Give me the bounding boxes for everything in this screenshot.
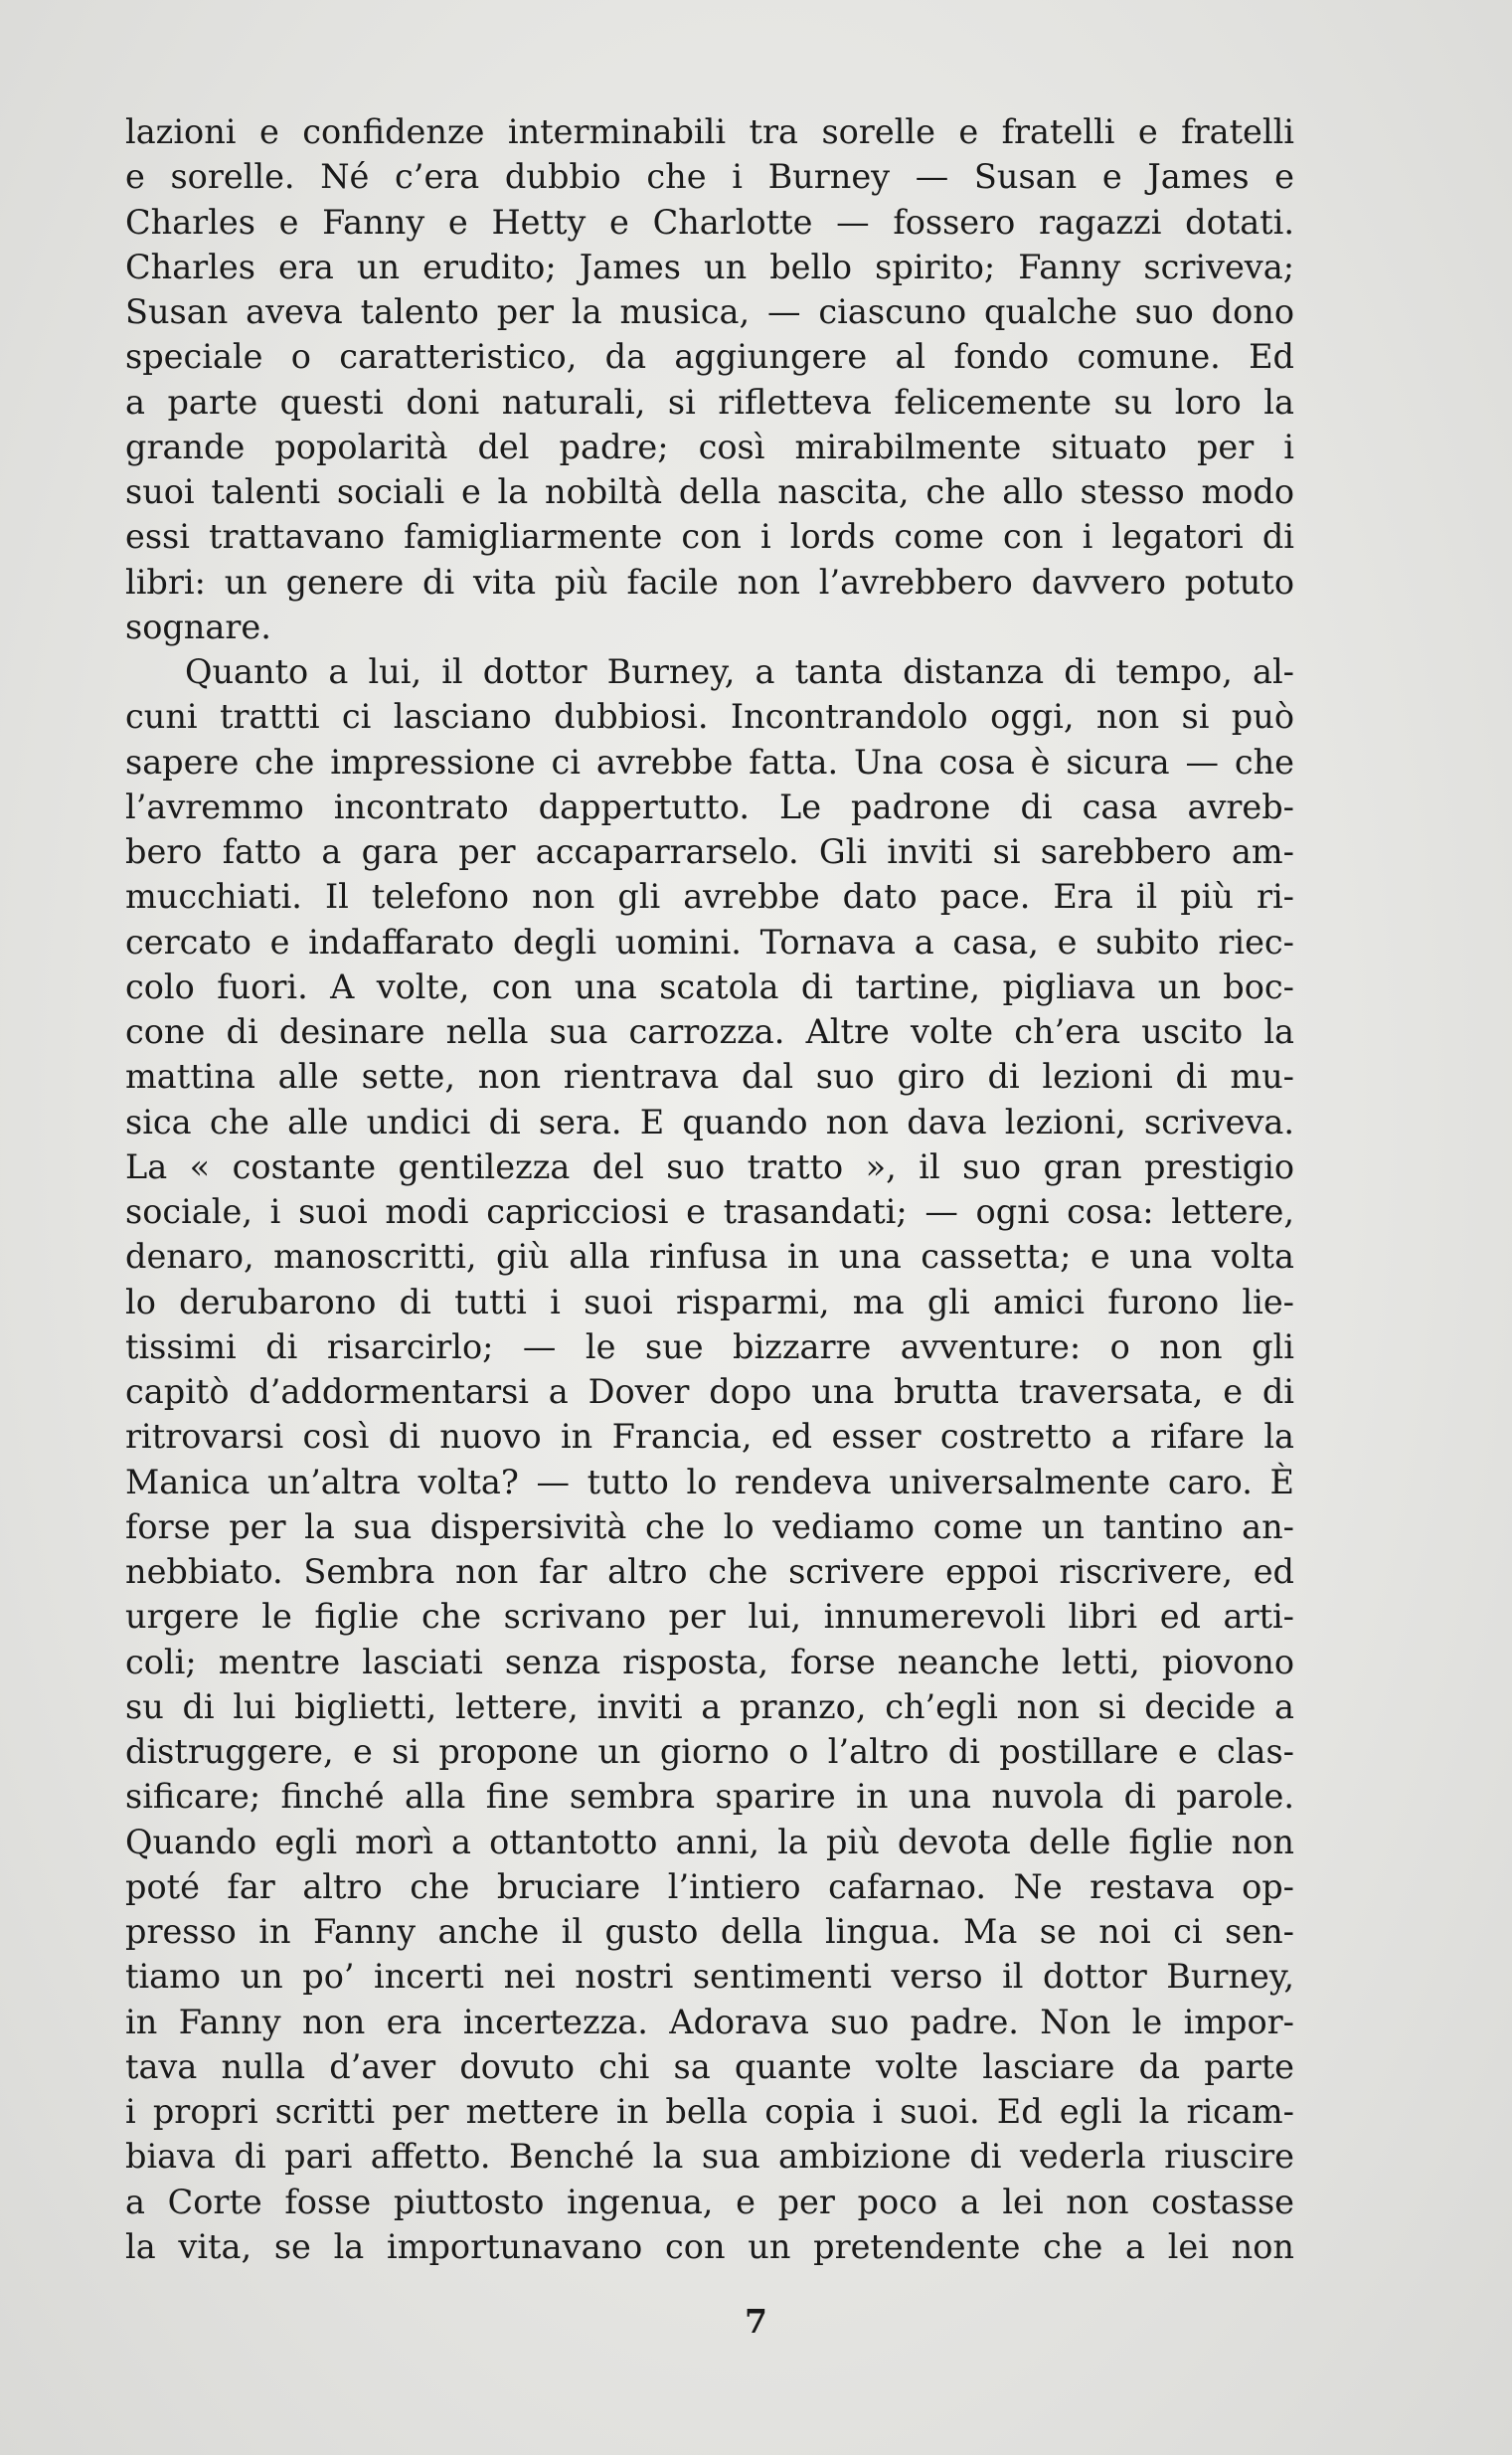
text-line: l’avremmo incontrato dappertutto. Le padrone di casa avreb- [125, 787, 1294, 826]
text-line: speciale o caratteristico, da aggiungere al fondo comune. Ed [125, 337, 1294, 377]
text-line: tava nulla d’aver dovuto chi sa quante volte lasciare da parte [125, 2046, 1294, 2086]
text-line: su di lui biglietti, lettere, inviti a pranzo, ch’egli non si decide a [125, 1686, 1294, 1726]
text-line: sificare; finché alla fine sembra sparire in una nuvola di parole. [125, 1777, 1294, 1817]
text-line: lo derubarono di tutti i suoi risparmi, ma gli amici furono lie- [125, 1282, 1294, 1321]
body-text [125, 109, 1294, 2269]
text-line: Charles e Fanny e Hetty e Charlotte — fossero ragazzi dotati. [125, 202, 1294, 242]
text-line: urgere le figlie che scrivano per lui, innumerevoli libri ed arti- [125, 1597, 1294, 1637]
text-line: sapere che impressione ci avrebbe fatta. Una cosa è sicura — che [125, 742, 1294, 782]
text-line: Quando egli morì a ottantotto anni, la più devota delle figlie non [125, 1822, 1294, 1861]
text-line: coli; mentre lasciati senza risposta, forse neanche letti, piovono [125, 1642, 1294, 1681]
page-number: 7 [745, 2302, 767, 2341]
text-line: Susan aveva talento per la musica, — ciascuno qualche suo dono [125, 292, 1294, 331]
text-line: Manica un’altra volta? — tutto lo rendeva universalmente caro. È [125, 1462, 1294, 1501]
text-line: la vita, se la importunavano con un pretendente che a lei non [125, 2226, 1294, 2266]
text-line: e sorelle. Né c’era dubbio che i Burney — Susan e James e [125, 157, 1294, 197]
text-line: tissimi di risarcirlo; — le sue bizzarre avventure: o non gli [125, 1326, 1294, 1366]
text-line: cercato e indaffarato degli uomini. Tornava a casa, e subito riec- [125, 922, 1294, 962]
text-line: La « costante gentilezza del suo tratto », il suo gran prestigio [125, 1146, 1294, 1186]
text-line: ritrovarsi così di nuovo in Francia, ed esser costretto a rifare la [125, 1417, 1294, 1457]
text-line: cuni trattti ci lasciano dubbiosi. Incontrandolo oggi, non si può [125, 697, 1294, 737]
text-line: poté far altro che bruciare l’intiero cafarnao. Ne restava op- [125, 1866, 1294, 1906]
text-line: a Corte fosse piuttosto ingenua, e per poco a lei non costasse [125, 2182, 1294, 2221]
text-line: sognare. [125, 607, 271, 646]
text-line: nebbiato. Sembra non far altro che scrivere eppoi riscrivere, ed [125, 1552, 1294, 1591]
text-line: in Fanny non era incertezza. Adorava suo padre. Non le impor- [125, 2002, 1294, 2041]
text-line: essi trattavano famigliarmente con i lords come con i legatori di [125, 517, 1294, 557]
text-line: sociale, i suoi modi capricciosi e trasandati; — ogni cosa: lettere, [125, 1192, 1294, 1231]
text-line: Charles era un erudito; James un bello spirito; Fanny scriveva; [125, 247, 1294, 286]
text-line: presso in Fanny anche il gusto della lingua. Ma se noi ci sen- [125, 1912, 1294, 1951]
text-line: libri: un genere di vita più facile non l’avrebbero davvero potuto [125, 562, 1294, 602]
text-line: colo fuori. A volte, con una scatola di tartine, pigliava un boc- [125, 966, 1294, 1006]
text-line: a parte questi doni naturali, si rifletteva felicemente su loro la [125, 382, 1294, 422]
text-line: tiamo un po’ incerti nei nostri sentimenti verso il dottor Burney, [125, 1957, 1294, 1997]
text-line: i propri scritti per mettere in bella copia i suoi. Ed egli la ricam- [125, 2092, 1294, 2131]
text-line: sica che alle undici di sera. E quando non dava lezioni, scriveva. [125, 1102, 1294, 1141]
text-line: cone di desinare nella sua carrozza. Altre volte ch’era uscito la [125, 1012, 1294, 1051]
text-line: suoi talenti sociali e la nobiltà della nascita, che allo stesso modo [125, 472, 1294, 511]
text-line: distruggere, e si propone un giorno o l’altro di postillare e clas- [125, 1732, 1294, 1771]
text-line: mattina alle sette, non rientrava dal suo giro di lezioni di mu- [125, 1057, 1294, 1097]
text-line: denaro, manoscritti, giù alla rinfusa in una cassetta; e una volta [125, 1237, 1294, 1277]
text-line: lazioni e confidenze interminabili tra sorelle e fratelli e fratelli [125, 112, 1294, 151]
text-line: forse per la sua dispersività che lo vediamo come un tantino an- [125, 1506, 1294, 1546]
text-line: grande popolarità del padre; così mirabilmente situato per i [125, 427, 1294, 466]
text-line: mucchiati. Il telefono non gli avrebbe dato pace. Era il più ri- [125, 877, 1294, 917]
text-line: capitò d’addormentarsi a Dover dopo una brutta traversata, e di [125, 1372, 1294, 1411]
text-line: bero fatto a gara per accaparrarselo. Gli inviti si sarebbero am- [125, 832, 1294, 871]
paragraph-first-line: Quanto a lui, il dottor Burney, a tanta distanza di tempo, al- [185, 652, 1294, 691]
text-line: biava di pari affetto. Benché la sua ambizione di vederla riuscire [125, 2137, 1294, 2177]
